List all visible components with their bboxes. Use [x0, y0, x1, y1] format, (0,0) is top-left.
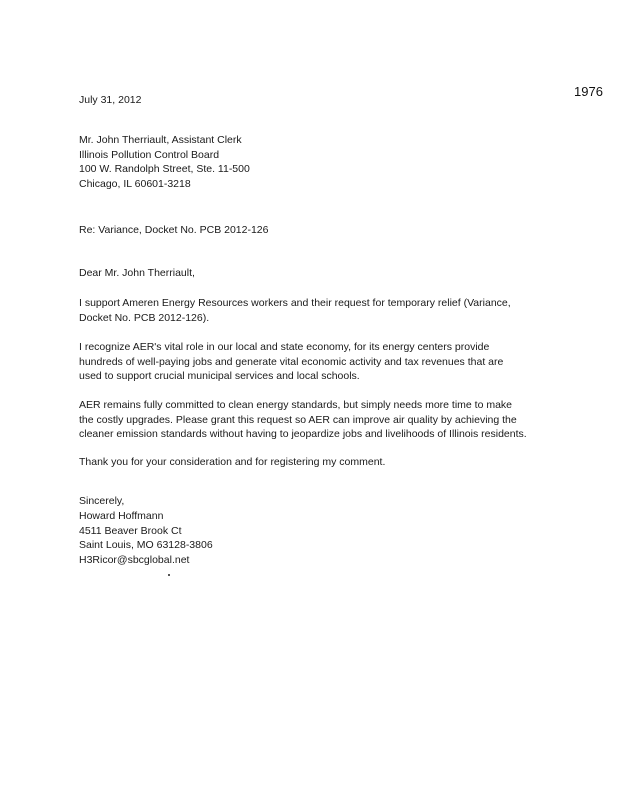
paragraph-line: cleaner emission standards without having to jeopardize jobs and livelihoods of Illinois residents. [79, 428, 527, 440]
signer-address-line: Saint Louis, MO 63128-3806 [79, 539, 213, 552]
paragraph-line: I recognize AER's vital role in our local and state economy, for its energy centers provide [79, 341, 490, 353]
body-paragraph [79, 398, 549, 442]
recipient-line: Chicago, IL 60601-3218 [79, 177, 191, 190]
scan-speck [168, 574, 170, 576]
recipient-line: 100 W. Randolph Street, Ste. 11-500 [79, 163, 250, 175]
signer-email: H3Ricor@sbcglobal.net [79, 554, 190, 567]
signer-address-line: 4511 Beaver Brook Ct [79, 524, 182, 537]
paragraph-line: Thank you for your consideration and for registering my comment. [79, 456, 386, 468]
subject-line: Re: Variance, Docket No. PCB 2012-126 [79, 224, 269, 236]
recipient-address [79, 133, 250, 191]
paragraph-line: hundreds of well-paying jobs and generate vital economic activity and tax revenues that are [79, 355, 504, 368]
body-paragraph [79, 296, 549, 325]
paragraph-line: I support Ameren Energy Resources workers and their request for temporary relief (Variance, [79, 297, 511, 309]
paragraph-line: Docket No. PCB 2012-126). [79, 311, 210, 324]
letter-date: July 31, 2012 [79, 94, 142, 106]
signer-name: Howard Hoffmann [79, 509, 164, 522]
signature-block [79, 494, 213, 568]
closing-line: Sincerely, [79, 495, 125, 507]
recipient-line: Mr. John Therriault, Assistant Clerk [79, 134, 242, 146]
paragraph-line: AER remains fully committed to clean energy standards, but simply needs more time to make [79, 399, 513, 411]
paragraph-line: the costly upgrades. Please grant this request so AER can improve air quality by achieving the [79, 413, 517, 426]
page-number: 1976 [574, 84, 603, 99]
salutation: Dear Mr. John Therriault, [79, 267, 195, 279]
body-paragraph [79, 340, 549, 384]
body-paragraph [79, 455, 549, 470]
recipient-line: Illinois Pollution Control Board [79, 148, 220, 161]
paragraph-line: used to support crucial municipal services and local schools. [79, 370, 360, 382]
